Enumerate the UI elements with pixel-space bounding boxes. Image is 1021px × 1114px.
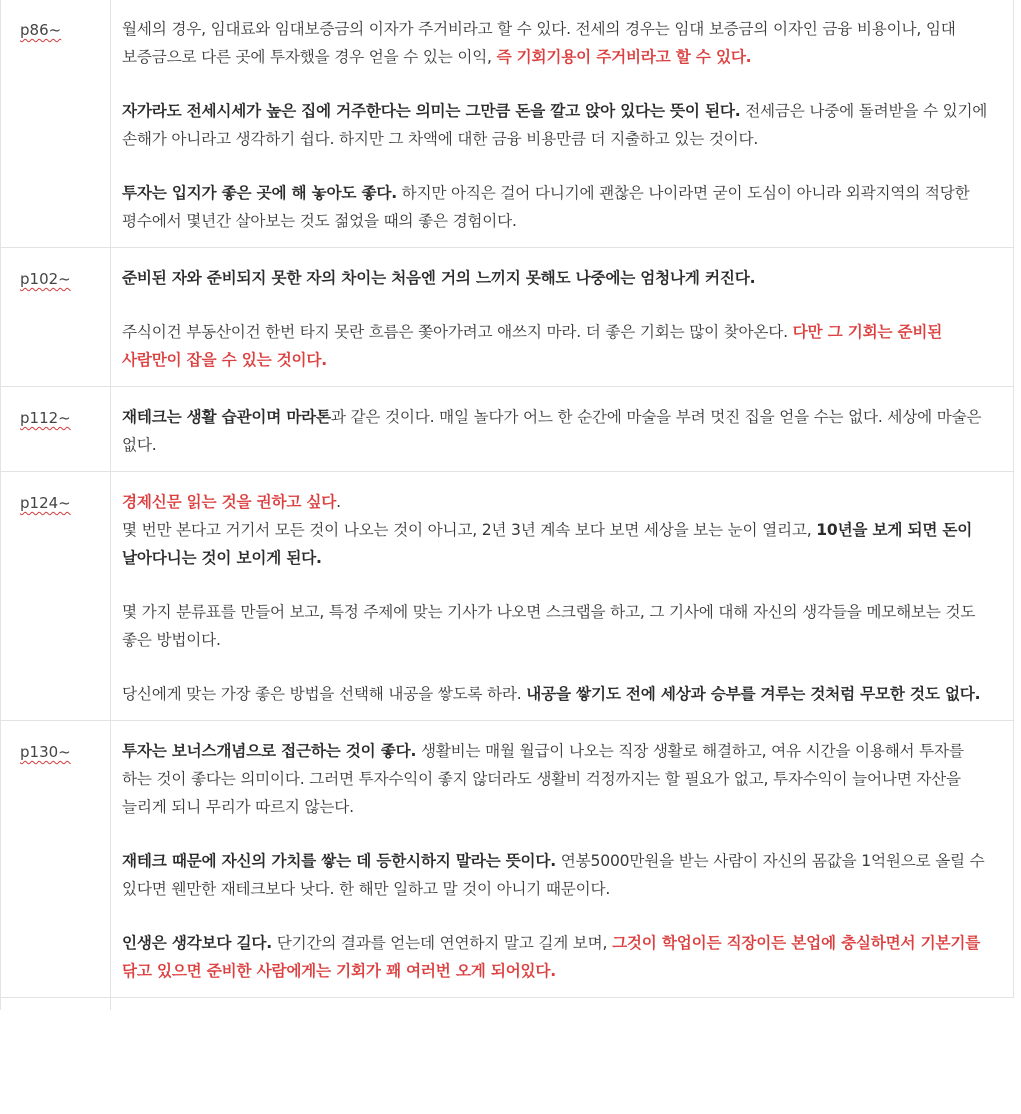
note-paragraph xyxy=(122,15,997,71)
page-cell xyxy=(1,721,111,998)
highlight-text: 경제신문 읽는 것을 권하고 싶다 xyxy=(122,493,337,511)
body-text: 생활비는 매월 월급이 나오는 직장 생활로 해결하고, 여유 시간을 이용해서 투자를 하는 것이 좋다는 의미이다. 그러면 투자수익이 좋지 않더라도 생활비 걱정까지는 할 필요가 없고, 투자수익이 늘어나면 자산을 늘리게 되니 무리가 따르지 않는다. xyxy=(122,742,964,816)
page-cell xyxy=(1,248,111,387)
table-row xyxy=(1,472,1014,721)
note-content-cell xyxy=(111,248,1014,387)
note-paragraph xyxy=(122,318,997,374)
note-paragraph xyxy=(122,179,997,235)
bold-text: 자가라도 전세시세가 높은 집에 거주한다는 의미는 그만큼 돈을 깔고 앉아 있다는 뜻이 된다. xyxy=(122,102,741,120)
body-text: 당신에게 맞는 가장 좋은 방법을 선택해 내공을 쌓도록 하라. xyxy=(122,685,527,703)
body-text: 몇 가지 분류표를 만들어 보고, 특정 주제에 맞는 기사가 나오면 스크랩을 하고, 그 기사에 대해 자신의 생각들을 메모해보는 것도 좋은 방법이다. xyxy=(122,603,976,649)
bold-text: 내공을 쌓기도 전에 세상과 승부를 겨루는 것처럼 무모한 것도 없다. xyxy=(526,685,981,703)
bold-text: 투자는 보너스개념으로 접근하는 것이 좋다. xyxy=(122,742,417,760)
table-row xyxy=(1,387,1014,472)
table-row xyxy=(1,721,1014,998)
table-row xyxy=(1,0,1014,248)
page-cell xyxy=(1,472,111,721)
bold-text: 재테크는 생활 습관이며 마라톤 xyxy=(122,408,331,426)
note-paragraph xyxy=(122,403,997,459)
page-cell xyxy=(1,0,111,248)
body-text: 과 같은 것이다. 매일 놀다가 어느 한 순간에 마술을 부려 멋진 집을 얻을 수는 없다. 세상에 마술은 없다. xyxy=(122,408,982,454)
highlight-text: 그것이 학업이든 직장이든 본업에 충실하면서 기본기를 닦고 있으면 준비한 사람에게는 기회가 꽤 여러번 오게 되어있다. xyxy=(122,934,981,980)
note-paragraph xyxy=(122,97,997,153)
body-text: 하지만 아직은 걸어 다니기에 괜찮은 나이라면 굳이 도심이 아니라 외곽지역의 적당한 평수에서 몇년간 살아보는 것도 젊었을 때의 좋은 경험이다. xyxy=(122,184,970,230)
page-reference: p112~ xyxy=(20,409,71,427)
bold-text: 인생은 생각보다 길다. xyxy=(122,934,272,952)
note-paragraph xyxy=(122,847,997,903)
note-paragraph xyxy=(122,598,997,654)
body-text: 월세의 경우, 임대료와 임대보증금의 이자가 주거비라고 할 수 있다. 전세의 경우는 임대 보증금의 이자인 금융 비용이나, 임대 보증금으로 다른 곳에 투자했을 경우 얻을 수 있는 이익, xyxy=(122,20,956,66)
note-content-cell xyxy=(111,472,1014,721)
body-text: 몇 번만 본다고 거기서 모든 것이 나오는 것이 아니고, 2년 3년 계속 보다 보면 세상을 보는 눈이 열리고, xyxy=(122,521,817,539)
note-content-cell xyxy=(111,0,1014,248)
bold-text: 10년을 보게 되면 돈이 날아다니는 것이 보이게 된다. xyxy=(122,521,973,567)
page-cell xyxy=(1,387,111,472)
page-reference: p124~ xyxy=(20,494,71,512)
table-row xyxy=(1,248,1014,387)
note-paragraph xyxy=(122,680,997,708)
note-paragraph xyxy=(122,929,997,985)
body-text: 주식이건 부동산이건 한번 타지 못란 흐름은 쫓아가려고 애쓰지 마라. 더 좋은 기회는 많이 찾아온다. xyxy=(122,323,793,341)
body-text: . xyxy=(336,493,341,511)
page-reference: p130~ xyxy=(20,743,71,761)
body-text: 연봉5000만원을 받는 사람이 자신의 몸값을 1억원으로 올릴 수 있다면 웬만한 재테크보다 낫다. 한 해만 일하고 말 것이 아니기 때문이다. xyxy=(122,852,985,898)
note-paragraph xyxy=(122,488,997,572)
highlight-text: 다만 그 기회는 준비된 사람만이 잡을 수 있는 것이다. xyxy=(122,323,943,369)
page-reference: p102~ xyxy=(20,270,71,288)
notes-table-body xyxy=(1,0,1014,998)
body-text: 단기간의 결과를 얻는데 연연하지 말고 길게 보며, xyxy=(271,934,613,952)
body-text: 전세금은 나중에 돌려받을 수 있기에 손해가 아니라고 생각하기 쉽다. 하지만 그 차액에 대한 금융 비용만큼 더 지출하고 있는 것이다. xyxy=(122,102,988,148)
page-reference: p86~ xyxy=(20,21,62,39)
note-paragraph xyxy=(122,737,997,821)
bold-text: 재테크 때문에 자신의 가치를 쌓는 데 등한시하지 말라는 뜻이다. xyxy=(122,852,557,870)
bold-text: 투자는 입지가 좋은 곳에 해 놓아도 좋다. xyxy=(122,184,397,202)
note-content-cell xyxy=(111,387,1014,472)
note-content-cell xyxy=(111,721,1014,998)
bold-text: 준비된 자와 준비되지 못한 자의 차이는 처음엔 거의 느끼지 못해도 나중에는 엄청나게 커진다. xyxy=(122,269,756,287)
note-paragraph xyxy=(122,264,997,292)
table-continuation-edge xyxy=(0,998,1015,1010)
highlight-text: 즉 기회기용이 주거비라고 할 수 있다. xyxy=(496,48,752,66)
